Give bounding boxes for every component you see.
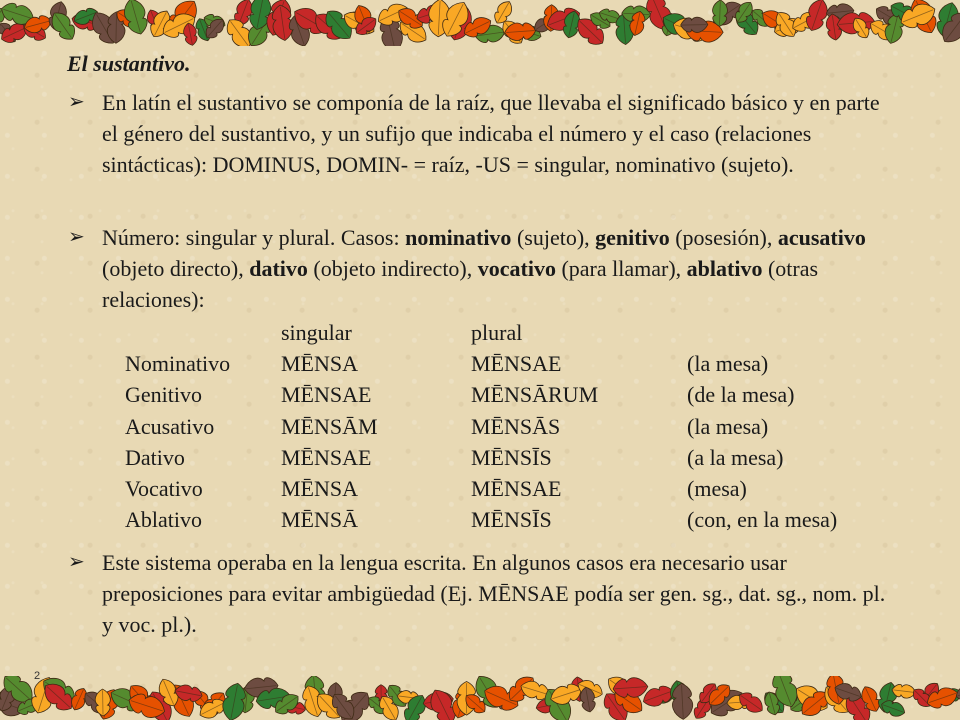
- case-term: genitivo: [595, 225, 670, 250]
- bottom-leaf-border: [0, 676, 960, 720]
- plural-form: MĒNSĀRUM: [471, 382, 599, 408]
- top-leaf-border: [0, 0, 960, 46]
- case-term: acusativo: [777, 225, 866, 250]
- declension-row: [125, 411, 907, 442]
- paragraph-text: Este sistema operaba en la lengua escrita. En algunos casos era necesario usar preposiciones para evitar ambigüedad (Ej. MĒNSAE podía ser gen. sg., dat. sg., nom. pl. y voc. pl.).: [102, 550, 886, 637]
- singular-form: MĒNSAE: [281, 444, 372, 470]
- plural-form: MĒNSAE: [471, 475, 562, 501]
- bullet-paragraph-2: [68, 222, 888, 315]
- case-name: Acusativo: [125, 413, 215, 439]
- translation: (la mesa): [687, 413, 769, 439]
- header-singular: singular: [281, 320, 352, 345]
- arrow-bullet-icon: ➢: [68, 226, 85, 248]
- translation: (la mesa): [687, 351, 769, 377]
- case-term: ablativo: [686, 256, 763, 281]
- plural-form: MĒNSĪS: [471, 507, 552, 533]
- singular-form: MĒNSA: [281, 351, 359, 377]
- case-name: Nominativo: [125, 351, 231, 377]
- translation: (mesa): [687, 475, 747, 501]
- case-name: Dativo: [125, 444, 185, 470]
- page-number: 2: [34, 670, 41, 682]
- declension-row: [125, 348, 907, 379]
- declension-row: [125, 442, 907, 473]
- header-plural: plural: [471, 320, 523, 345]
- plural-form: MĒNSAE: [471, 351, 562, 377]
- slide-title: El sustantivo.: [67, 51, 191, 76]
- plural-form: MĒNSĀS: [471, 413, 561, 439]
- paragraph-text: Número: singular y plural. Casos: nominativo (sujeto), genitivo (posesión), acusativo (objeto directo), dativo (objeto indirecto), vocativo (para llamar), ablativo (otras relaciones):: [102, 225, 866, 312]
- case-name: Vocativo: [125, 475, 203, 501]
- paragraph-text: En latín el sustantivo se componía de la raíz, que llevaba el significado básico y en parte el género del sustantivo, y un sufijo que indicaba el número y el caso (relaciones sintácticas): DOMINUS, DOMIN- = raíz, -US = singular, nominativo (sujeto).: [102, 90, 880, 177]
- translation: (a la mesa): [687, 444, 784, 470]
- singular-form: MĒNSAE: [281, 382, 372, 408]
- bullet-paragraph-3: [68, 547, 888, 640]
- translation: (con, en la mesa): [687, 507, 838, 533]
- case-term: dativo: [249, 256, 308, 281]
- case-term: vocativo: [477, 256, 556, 281]
- plural-form: MĒNSĪS: [471, 444, 552, 470]
- declension-table: [125, 317, 907, 535]
- bullet-paragraph-1: [68, 87, 888, 180]
- arrow-bullet-icon: ➢: [68, 551, 85, 573]
- declension-header-row: [125, 317, 907, 348]
- arrow-bullet-icon: ➢: [68, 91, 85, 113]
- singular-form: MĒNSA: [281, 475, 359, 501]
- leaf-icon: [803, 0, 831, 34]
- singular-form: MĒNSĀ: [281, 507, 359, 533]
- translation: (de la mesa): [687, 382, 795, 408]
- declension-row: [125, 504, 907, 535]
- declension-row: [125, 379, 907, 410]
- case-name: Ablativo: [125, 507, 202, 533]
- case-name: Genitivo: [125, 382, 202, 408]
- declension-row: [125, 473, 907, 504]
- singular-form: MĒNSĀM: [281, 413, 378, 439]
- case-term: nominativo: [405, 225, 512, 250]
